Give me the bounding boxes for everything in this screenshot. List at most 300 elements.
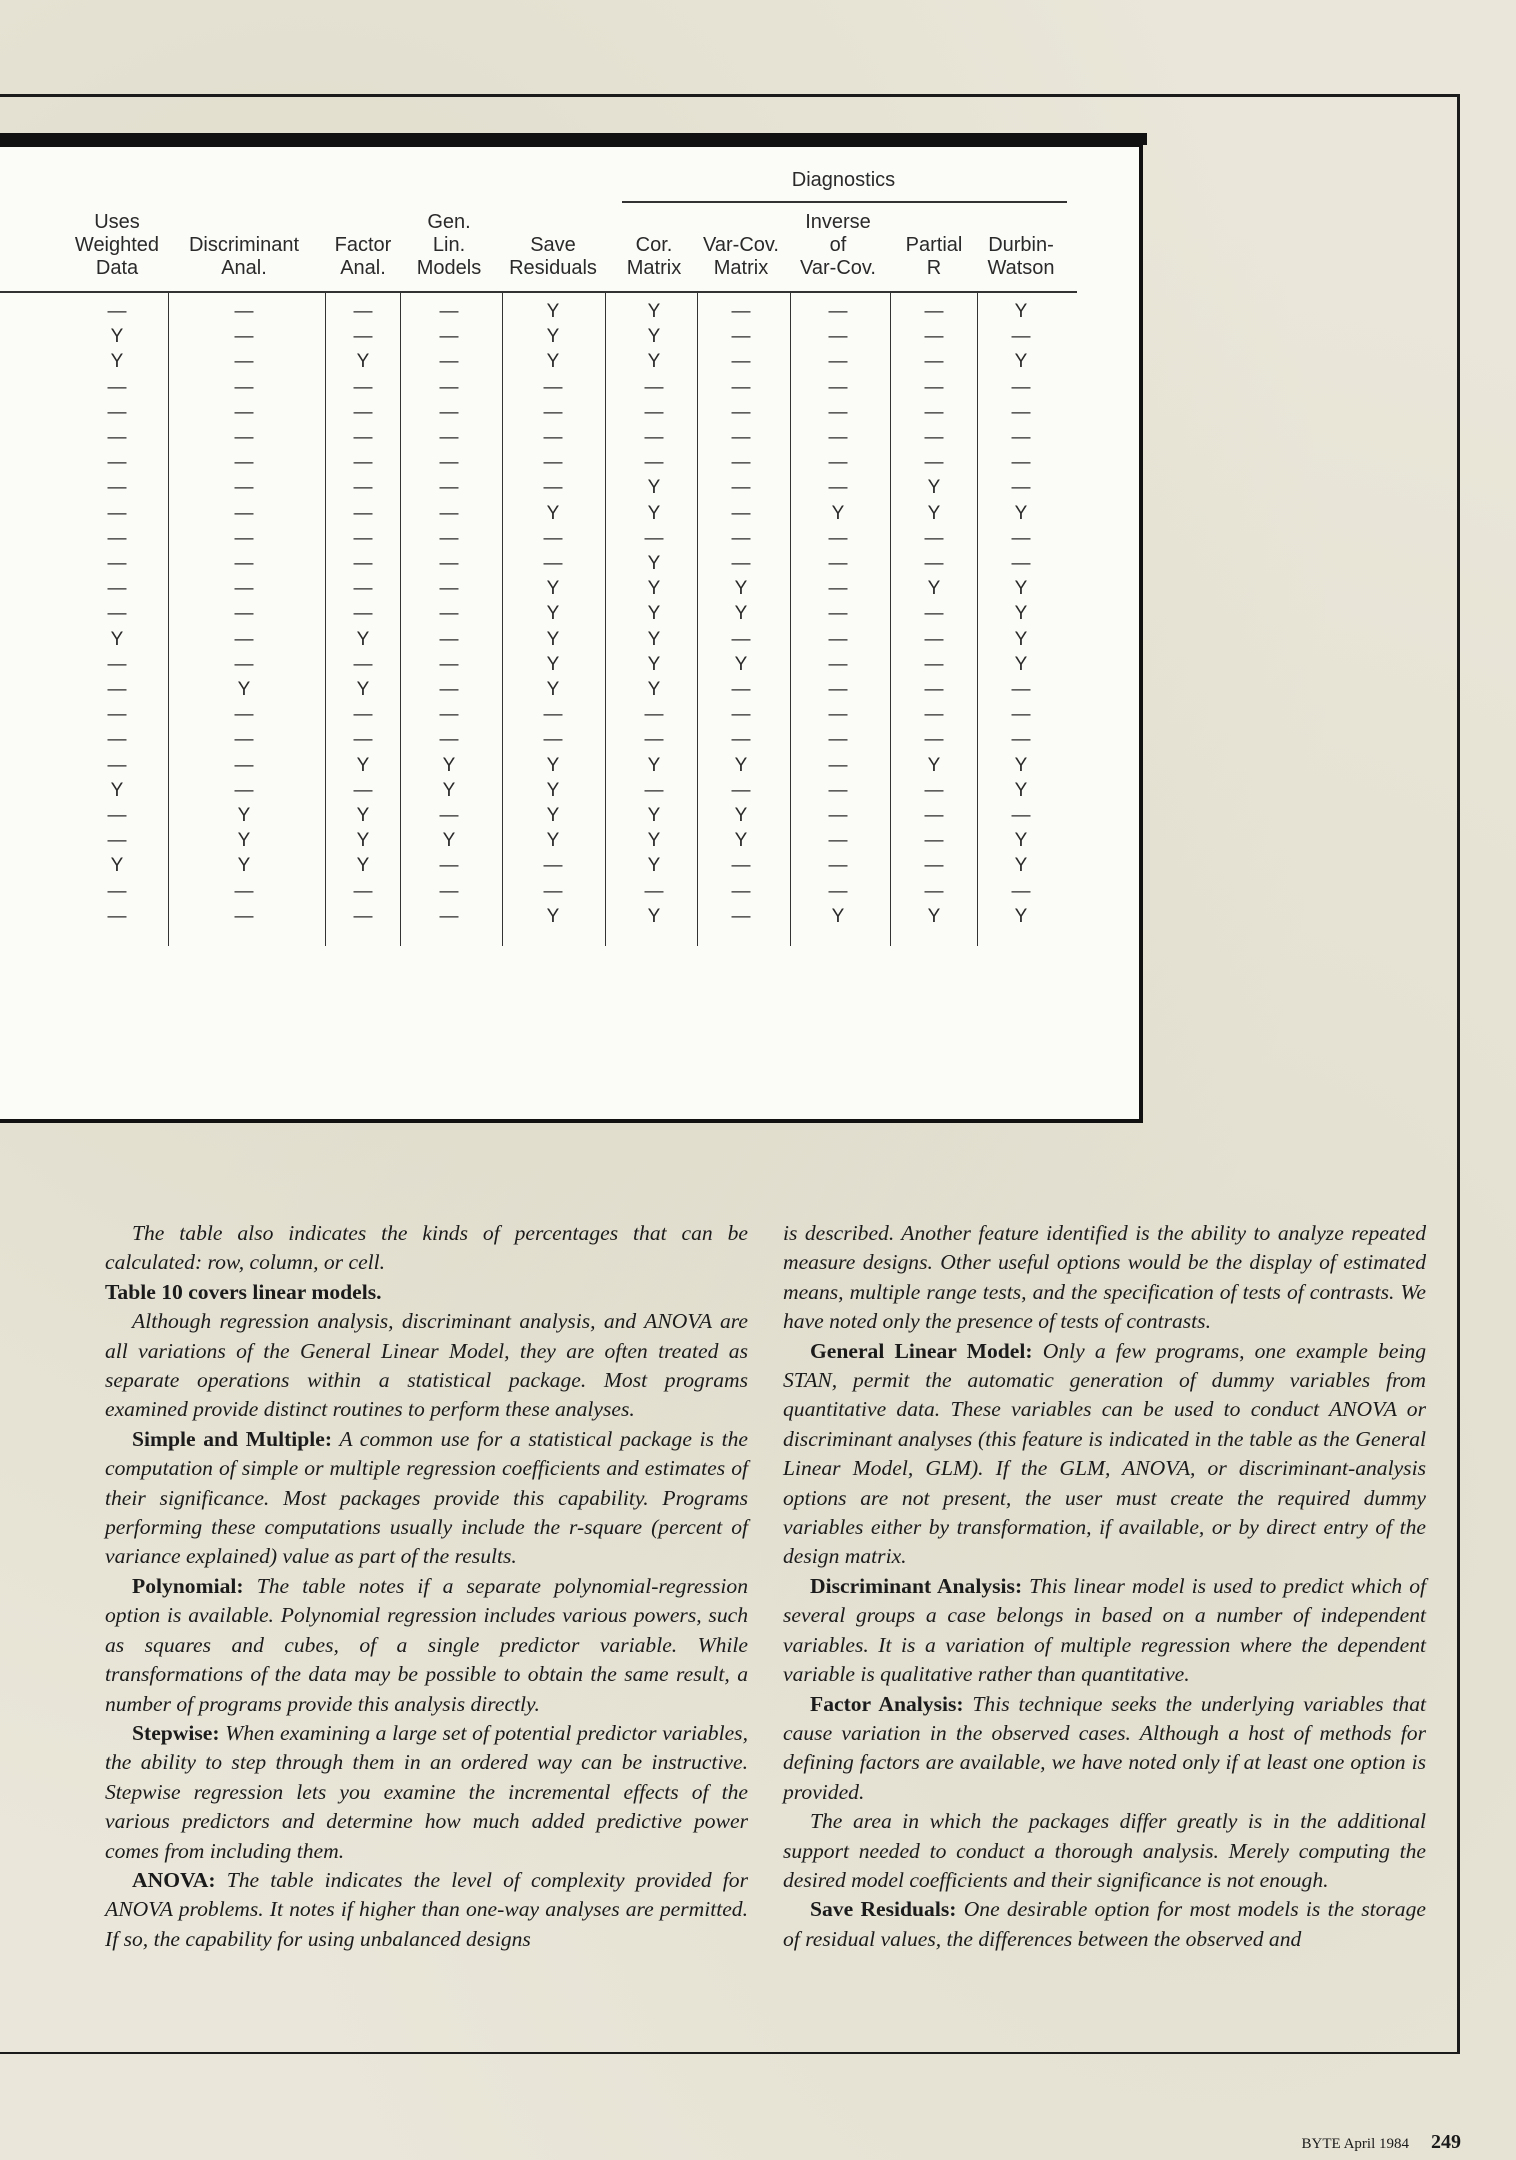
table-cell: — bbox=[924, 653, 944, 675]
discriminant-paragraph bbox=[783, 1572, 1426, 1690]
table-cell: Y bbox=[442, 754, 456, 776]
table-cell: — bbox=[1011, 880, 1031, 902]
column-header: Discriminant Anal. bbox=[188, 234, 300, 279]
table-cell: Y bbox=[237, 830, 251, 852]
table-cell: Y bbox=[110, 628, 124, 650]
table-cell: — bbox=[543, 880, 563, 902]
table-cell: — bbox=[439, 553, 459, 574]
table-cell: Y bbox=[356, 754, 370, 776]
table-cell: — bbox=[439, 401, 459, 423]
table-cell: Y bbox=[546, 628, 560, 650]
table-cell: Y bbox=[647, 603, 661, 625]
column-divider bbox=[325, 293, 326, 946]
frame-bottom-rule bbox=[0, 2052, 1460, 2054]
table-cell: — bbox=[353, 553, 373, 574]
table-cell: Y bbox=[442, 830, 456, 852]
table-cell: — bbox=[107, 905, 127, 927]
table-cell: — bbox=[107, 729, 127, 751]
table-cell: — bbox=[107, 704, 127, 726]
table-10-heading: Table 10 covers linear models. bbox=[105, 1279, 382, 1304]
table-cell: — bbox=[439, 326, 459, 348]
table-cell: — bbox=[543, 553, 563, 574]
glm-text: Only a few programs, one example being STAN, permit the automatic generation of dummy variables from quantitative data. These variables can be used to conduct ANOVA or discriminant analyses (this feature is indicated in the table as the General Linear Model, GLM). If the GLM, ANOVA, or discriminant-analysis options are not present, the user must create the required dummy variables either by transformation, if available, or by direct entry of the design matrix. bbox=[783, 1338, 1427, 1569]
table-cell: — bbox=[828, 527, 848, 549]
table-cell: — bbox=[644, 729, 664, 751]
table-cell: — bbox=[543, 527, 563, 549]
table-cell: — bbox=[353, 427, 373, 448]
table-cell: — bbox=[828, 628, 848, 650]
table-cell: Y bbox=[927, 578, 941, 600]
table-cell: — bbox=[353, 704, 373, 726]
table-cell: — bbox=[924, 830, 944, 852]
table-cell: — bbox=[1011, 679, 1031, 700]
polynomial-lead: Polynomial: bbox=[132, 1573, 244, 1598]
table-cell: Y bbox=[647, 553, 661, 574]
table-cell: — bbox=[234, 880, 254, 902]
table-cell: Y bbox=[647, 805, 661, 826]
table-cell: — bbox=[828, 401, 848, 423]
table-cell: — bbox=[439, 679, 459, 700]
table-cell: — bbox=[828, 301, 848, 322]
table-cell: — bbox=[644, 427, 664, 448]
table-cell: — bbox=[828, 729, 848, 751]
table-cell: Y bbox=[1014, 628, 1028, 650]
table-cell: — bbox=[353, 477, 373, 499]
table-cell: — bbox=[924, 779, 944, 801]
frame-top-rule bbox=[0, 94, 1460, 97]
table-cell: — bbox=[924, 326, 944, 348]
table-cell: — bbox=[107, 527, 127, 549]
table-cell: — bbox=[828, 427, 848, 448]
table-cell: — bbox=[353, 905, 373, 927]
header-rule bbox=[0, 291, 1077, 293]
diagnostics-label: Diagnostics bbox=[791, 169, 896, 191]
table-cell: — bbox=[234, 603, 254, 625]
table-cell: Y bbox=[1014, 830, 1028, 852]
table-cell: Y bbox=[1014, 855, 1028, 877]
table-cell: — bbox=[439, 578, 459, 600]
factor-text: This technique seeks the underlying variables that cause variation in the observed cases. Although a host of methods for defining factors are available, we have noted only if at least one option is provided. bbox=[783, 1691, 1426, 1804]
table-cell: Y bbox=[237, 679, 251, 700]
table-cell: — bbox=[731, 452, 751, 474]
table-cell: — bbox=[234, 351, 254, 373]
table-cell: — bbox=[731, 527, 751, 549]
diagnostics-rule bbox=[622, 201, 1067, 203]
table-cell: — bbox=[234, 301, 254, 322]
table-cell: — bbox=[353, 578, 373, 600]
column-divider bbox=[890, 293, 891, 946]
table-cell: — bbox=[234, 704, 254, 726]
table-cell: Y bbox=[546, 578, 560, 600]
table-cell: Y bbox=[927, 754, 941, 776]
table-cell: Y bbox=[546, 754, 560, 776]
table-cell: — bbox=[234, 502, 254, 524]
table-cell: — bbox=[828, 326, 848, 348]
table-cell: — bbox=[924, 704, 944, 726]
table-cell: — bbox=[439, 905, 459, 927]
left-text-column bbox=[105, 1219, 748, 1954]
column-divider bbox=[977, 293, 978, 946]
table-cell: — bbox=[731, 855, 751, 877]
table-cell: — bbox=[543, 855, 563, 877]
table-cell: — bbox=[828, 603, 848, 625]
table-cell: Y bbox=[647, 628, 661, 650]
table-cell: — bbox=[644, 376, 664, 398]
table-cell: Y bbox=[1014, 754, 1028, 776]
table-cell: — bbox=[924, 805, 944, 826]
table-cell: — bbox=[439, 452, 459, 474]
table-cell: Y bbox=[110, 351, 124, 373]
table-cell: — bbox=[828, 553, 848, 574]
table-cell: — bbox=[731, 880, 751, 902]
table-cell: — bbox=[353, 527, 373, 549]
table-cell: Y bbox=[110, 779, 124, 801]
table-cell: — bbox=[1011, 376, 1031, 398]
table-cell: Y bbox=[1014, 603, 1028, 625]
table-cell: — bbox=[107, 553, 127, 574]
column-divider bbox=[790, 293, 791, 946]
table-cell: Y bbox=[647, 905, 661, 927]
table-cell: — bbox=[731, 729, 751, 751]
table-panel bbox=[0, 143, 1143, 1123]
table-cell: — bbox=[439, 351, 459, 373]
table-cell: — bbox=[828, 704, 848, 726]
column-header: Cor. Matrix bbox=[626, 234, 682, 279]
table-cell: Y bbox=[1014, 502, 1028, 524]
table-cell: — bbox=[924, 603, 944, 625]
page-footer bbox=[1302, 2131, 1462, 2154]
table-cell: — bbox=[439, 653, 459, 675]
table-cell: — bbox=[107, 477, 127, 499]
table-cell: — bbox=[353, 502, 373, 524]
table-cell: — bbox=[644, 401, 664, 423]
table-cell: — bbox=[353, 326, 373, 348]
table-cell: — bbox=[924, 452, 944, 474]
column-header: Partial R bbox=[905, 234, 963, 279]
table-cell: — bbox=[234, 477, 254, 499]
table-cell: Y bbox=[237, 855, 251, 877]
table-cell: — bbox=[828, 653, 848, 675]
table-cell: Y bbox=[546, 905, 560, 927]
table-cell: Y bbox=[927, 905, 941, 927]
left-paragraph-1: The table also indicates the kinds of percentages that can be calculated: row, column, or cell. bbox=[105, 1221, 748, 1275]
table-cell: Y bbox=[546, 779, 560, 801]
right-text-column bbox=[783, 1219, 1426, 1954]
factor-lead: Factor Analysis: bbox=[810, 1691, 964, 1716]
table-cell: Y bbox=[647, 754, 661, 776]
table-cell: — bbox=[924, 376, 944, 398]
table-cell: Y bbox=[647, 855, 661, 877]
table-cell: Y bbox=[546, 351, 560, 373]
table-cell: — bbox=[107, 502, 127, 524]
table-cell: — bbox=[353, 653, 373, 675]
table-cell: — bbox=[439, 427, 459, 448]
column-header: Durbin- Watson bbox=[987, 234, 1055, 279]
table-cell: — bbox=[1011, 452, 1031, 474]
table-cell: — bbox=[731, 301, 751, 322]
table-cell: Y bbox=[110, 855, 124, 877]
table-cell: Y bbox=[734, 653, 748, 675]
table-cell: — bbox=[439, 805, 459, 826]
table-cell: — bbox=[731, 326, 751, 348]
stepwise-text: When examining a large set of potential predictor variables, the ability to step through them in an ordered way can be instructive. Stepwise regression lets you examine the incremental effects of the various predictors and determine how much added predictive power comes from including them. bbox=[105, 1720, 748, 1863]
table-cell: — bbox=[234, 729, 254, 751]
column-divider bbox=[697, 293, 698, 946]
table-cell: — bbox=[731, 779, 751, 801]
table-cell: Y bbox=[1014, 653, 1028, 675]
table-cell: — bbox=[234, 779, 254, 801]
discriminant-lead: Discriminant Analysis: bbox=[810, 1573, 1023, 1598]
table-cell: — bbox=[828, 452, 848, 474]
table-cell: — bbox=[731, 553, 751, 574]
table-cell: Y bbox=[356, 351, 370, 373]
table-cell: — bbox=[234, 401, 254, 423]
polynomial-paragraph bbox=[105, 1572, 748, 1719]
table-cell: — bbox=[828, 805, 848, 826]
discriminant-text: This linear model is used to predict which of several groups a case belongs in based on a number of independent variables. It is a variation of multiple regression where the dependent variable is qualitative rather than quantitative. bbox=[783, 1573, 1426, 1687]
column-header: Factor Anal. bbox=[334, 234, 392, 279]
table-cell: Y bbox=[1014, 905, 1028, 927]
table-cell: — bbox=[644, 704, 664, 726]
table-cell: Y bbox=[734, 603, 748, 625]
table-cell: — bbox=[107, 830, 127, 852]
page-number: 249 bbox=[1431, 2131, 1461, 2153]
table-cell: — bbox=[439, 855, 459, 877]
table-cell: — bbox=[353, 376, 373, 398]
anova-paragraph bbox=[105, 1866, 748, 1954]
table-cell: Y bbox=[734, 805, 748, 826]
table-cell: — bbox=[644, 452, 664, 474]
table-cell: — bbox=[1011, 527, 1031, 549]
table-cell: Y bbox=[356, 628, 370, 650]
publication-label: BYTE April 1984 bbox=[1301, 2136, 1409, 2152]
table-cell: — bbox=[234, 754, 254, 776]
table-cell: — bbox=[353, 880, 373, 902]
table-cell: — bbox=[353, 603, 373, 625]
table-cell: — bbox=[234, 578, 254, 600]
table-cell: — bbox=[107, 452, 127, 474]
table-cell: — bbox=[353, 729, 373, 751]
simple-multiple-text: A common use for a statistical package is the computation of simple or multiple regression coefficients and estimates of their significance. Most packages provide this capability. Programs performing these computations usually include the r-square (percent of variance explained) value as part of the results. bbox=[105, 1426, 748, 1569]
table-cell: — bbox=[353, 401, 373, 423]
table-cell: — bbox=[439, 704, 459, 726]
table-cell: Y bbox=[110, 326, 124, 348]
table-cell: — bbox=[828, 855, 848, 877]
table-cell: — bbox=[439, 527, 459, 549]
table-cell: — bbox=[924, 880, 944, 902]
left-paragraph-3: Although regression analysis, discriminant analysis, and ANOVA are all variations of the General Linear Model, they are often treated as separate operations within a statistical package. Most programs examined provide distinct routines to perform these analyses. bbox=[105, 1309, 748, 1422]
frame-right-rule bbox=[1457, 94, 1460, 2054]
table-cell: — bbox=[731, 679, 751, 700]
table-cell: — bbox=[924, 401, 944, 423]
table-cell: — bbox=[1011, 326, 1031, 348]
table-cell: — bbox=[543, 477, 563, 499]
column-header: Save Residuals bbox=[509, 234, 597, 279]
table-cell: Y bbox=[546, 653, 560, 675]
table-cell: Y bbox=[1014, 578, 1028, 600]
table-cell: — bbox=[543, 729, 563, 751]
table-cell: — bbox=[828, 351, 848, 373]
table-cell: Y bbox=[356, 679, 370, 700]
table-cell: — bbox=[543, 376, 563, 398]
table-cell: Y bbox=[831, 502, 845, 524]
table-cell: — bbox=[924, 427, 944, 448]
glm-lead: General Linear Model: bbox=[810, 1338, 1033, 1363]
table-cell: Y bbox=[1014, 301, 1028, 322]
table-cell: Y bbox=[1014, 779, 1028, 801]
table-cell: — bbox=[107, 401, 127, 423]
table-cell: Y bbox=[647, 679, 661, 700]
table-cell: — bbox=[924, 628, 944, 650]
table-cell: Y bbox=[546, 502, 560, 524]
table-cell: — bbox=[731, 477, 751, 499]
table-cell: — bbox=[644, 880, 664, 902]
table-cell: — bbox=[234, 628, 254, 650]
table-cell: Y bbox=[647, 578, 661, 600]
table-cell: — bbox=[828, 880, 848, 902]
table-cell: Y bbox=[356, 805, 370, 826]
table-cell: — bbox=[353, 452, 373, 474]
table-cell: — bbox=[107, 427, 127, 448]
table-cell: — bbox=[924, 301, 944, 322]
table-cell: — bbox=[107, 653, 127, 675]
table-cell: — bbox=[1011, 477, 1031, 499]
column-divider bbox=[605, 293, 606, 946]
simple-multiple-paragraph bbox=[105, 1425, 748, 1572]
right-paragraph-5: The area in which the packages differ greatly is in the additional support needed to conduct a thorough analysis. Merely computing the desired model coefficients and their significance is not enough. bbox=[783, 1809, 1426, 1892]
table-cell: — bbox=[828, 754, 848, 776]
table-cell: Y bbox=[546, 805, 560, 826]
column-header: Uses Weighted Data bbox=[74, 211, 160, 279]
table-cell: — bbox=[644, 527, 664, 549]
table-cell: — bbox=[924, 351, 944, 373]
table-cell: Y bbox=[546, 830, 560, 852]
factor-paragraph bbox=[783, 1690, 1426, 1808]
table-cell: — bbox=[731, 427, 751, 448]
column-divider bbox=[400, 293, 401, 946]
column-header: Var-Cov. Matrix bbox=[703, 234, 779, 279]
table-cell: — bbox=[107, 376, 127, 398]
table-cell: — bbox=[828, 779, 848, 801]
save-residuals-text: One desirable option for most models is the storage of residual values, the differences between the observed and bbox=[783, 1897, 1426, 1951]
save-residuals-paragraph bbox=[783, 1895, 1426, 1954]
table-cell: Y bbox=[647, 301, 661, 322]
table-cell: — bbox=[234, 527, 254, 549]
column-divider bbox=[168, 293, 169, 946]
table-cell: — bbox=[1011, 729, 1031, 751]
table-cell: Y bbox=[546, 326, 560, 348]
polynomial-text: The table notes if a separate polynomial-regression option is available. Polynomial regression includes various powers, such as squares and cubes, of a single predictor variable. While transformations of the data may be possible to obtain the same result, a number of programs provide this analysis directly. bbox=[105, 1573, 748, 1716]
table-cell: — bbox=[107, 603, 127, 625]
table-cell: — bbox=[234, 905, 254, 927]
table-cell: — bbox=[924, 527, 944, 549]
table-cell: Y bbox=[647, 502, 661, 524]
table-cell: Y bbox=[1014, 351, 1028, 373]
table-cell: — bbox=[1011, 401, 1031, 423]
table-cell: Y bbox=[356, 855, 370, 877]
table-cell: Y bbox=[237, 805, 251, 826]
simple-multiple-lead: Simple and Multiple: bbox=[132, 1426, 333, 1451]
table-cell: — bbox=[731, 502, 751, 524]
anova-text: The table indicates the level of complexity provided for ANOVA problems. It notes if higher than one-way analyses are permitted. If so, the capability for using unbalanced designs bbox=[105, 1867, 748, 1951]
table-cell: — bbox=[107, 880, 127, 902]
table-cell: — bbox=[543, 427, 563, 448]
table-cell: — bbox=[1011, 553, 1031, 574]
table-cell: — bbox=[439, 603, 459, 625]
table-cell: — bbox=[731, 351, 751, 373]
table-cell: — bbox=[1011, 427, 1031, 448]
anova-lead: ANOVA: bbox=[132, 1867, 216, 1892]
table-cell: Y bbox=[734, 754, 748, 776]
table-cell: Y bbox=[546, 679, 560, 700]
stepwise-lead: Stepwise: bbox=[132, 1720, 220, 1745]
table-cell: — bbox=[353, 301, 373, 322]
table-cell: Y bbox=[647, 653, 661, 675]
table-cell: — bbox=[828, 830, 848, 852]
table-cell: — bbox=[731, 401, 751, 423]
table-cell: — bbox=[439, 502, 459, 524]
table-cell: — bbox=[107, 301, 127, 322]
column-header: Gen. Lin. Models bbox=[416, 211, 482, 279]
table-cell: — bbox=[828, 376, 848, 398]
table-cell: Y bbox=[734, 830, 748, 852]
table-cell: Y bbox=[647, 351, 661, 373]
table-cell: — bbox=[1011, 805, 1031, 826]
table-cell: Y bbox=[647, 326, 661, 348]
table-cell: — bbox=[107, 679, 127, 700]
table-cell: — bbox=[234, 427, 254, 448]
table-cell: Y bbox=[442, 779, 456, 801]
table-cell: — bbox=[439, 301, 459, 322]
table-cell: — bbox=[731, 704, 751, 726]
table-cell: — bbox=[439, 376, 459, 398]
table-cell: — bbox=[439, 628, 459, 650]
glm-paragraph bbox=[783, 1337, 1426, 1572]
table-cell: — bbox=[731, 376, 751, 398]
table-cell: — bbox=[828, 477, 848, 499]
table-cell: — bbox=[828, 578, 848, 600]
right-paragraph-1: is described. Another feature identified is the ability to analyze repeated measure designs. Other useful options would be the display of estimated means, multiple range tests, and the specification of tests of contrasts. We have noted only the presence of tests of contrasts. bbox=[783, 1221, 1426, 1334]
table-cell: — bbox=[924, 729, 944, 751]
table-cell: — bbox=[234, 326, 254, 348]
table-cell: — bbox=[234, 553, 254, 574]
table-cell: Y bbox=[356, 830, 370, 852]
table-cell: Y bbox=[546, 301, 560, 322]
table-cell: — bbox=[828, 679, 848, 700]
table-cell: — bbox=[107, 754, 127, 776]
table-cell: Y bbox=[831, 905, 845, 927]
table-cell: Y bbox=[647, 477, 661, 499]
table-cell: — bbox=[234, 653, 254, 675]
table-cell: — bbox=[439, 477, 459, 499]
table-cell: — bbox=[543, 704, 563, 726]
column-header: Inverse of Var-Cov. bbox=[800, 211, 876, 279]
column-divider bbox=[502, 293, 503, 946]
table-cell: — bbox=[234, 376, 254, 398]
table-cell: Y bbox=[927, 502, 941, 524]
stepwise-paragraph bbox=[105, 1719, 748, 1866]
table-cell: — bbox=[107, 805, 127, 826]
table-cell: — bbox=[234, 452, 254, 474]
table-cell: — bbox=[924, 553, 944, 574]
table-cell: — bbox=[353, 779, 373, 801]
table-cell: — bbox=[644, 779, 664, 801]
table-cell: — bbox=[924, 679, 944, 700]
table-cell: — bbox=[439, 729, 459, 751]
table-cell: Y bbox=[734, 578, 748, 600]
table-cell: — bbox=[543, 452, 563, 474]
table-cell: — bbox=[1011, 704, 1031, 726]
